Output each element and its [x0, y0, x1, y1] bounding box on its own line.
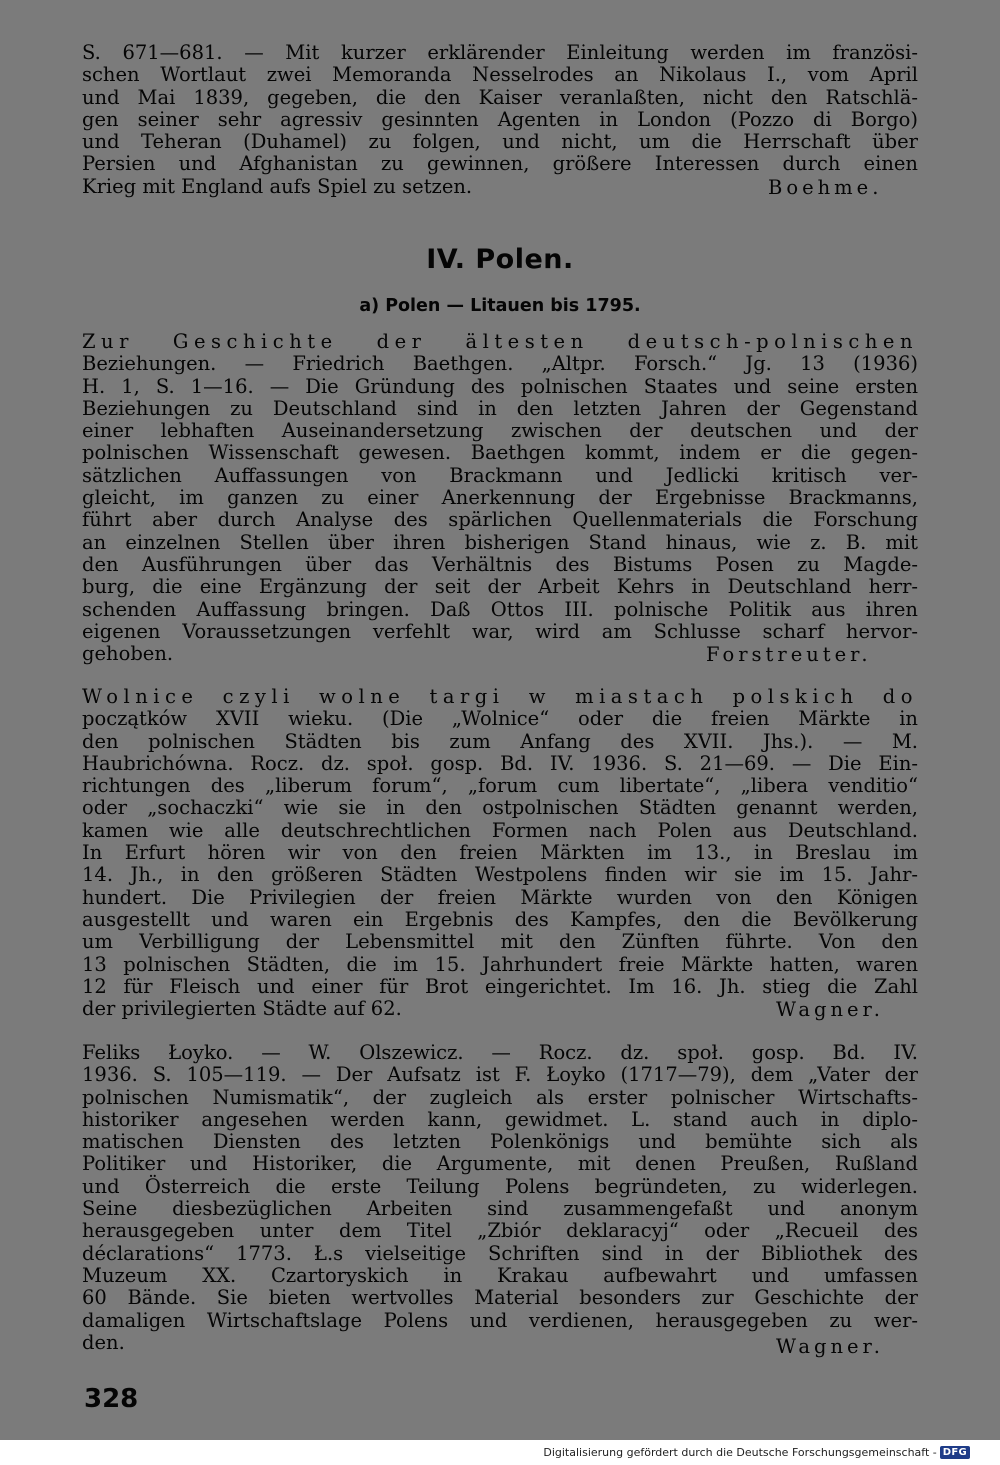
bibliography-entry	[82, 686, 918, 1020]
text-line: und Mai 1839, gegeben, die den Kaiser veranlaßten, nicht den Ratschlä-	[82, 85, 918, 109]
text-line: den polnischen Städten bis zum Anfang des XVII. Jhs.). — M.	[82, 729, 918, 753]
text-line: gleicht, im ganzen zu einer Anerkennung der Ergebnisse Brackmanns,	[82, 486, 918, 510]
text-line: Krieg mit England aufs Spiel zu setzen.	[82, 174, 473, 198]
text-line: und Österreich die erste Teilung Polens begründeten, zu widerlegen.	[82, 1174, 918, 1198]
text-line: an einzelnen Stellen über ihren bisherigen Stand hinaus, wie z. B. mit	[82, 530, 918, 554]
text-line: den.	[82, 1330, 125, 1354]
text-line: Beziehungen. — Friedrich Baethgen. „Altpr. Forsch.“ Jg. 13 (1936)	[82, 352, 918, 376]
text-line: 1936. S. 105—119. — Der Aufsatz ist F. Łoyko (1717—79), dem „Vater der	[82, 1063, 918, 1087]
text-line: gehoben.	[82, 642, 174, 666]
text-line: sätzlichen Auffassungen von Brackmann und Jedlicki kritisch ver-	[82, 463, 918, 487]
text-line: eigenen Voraussetzungen verfehlt war, wird am Schlusse scharf hervor-	[82, 619, 918, 643]
author-signature: Wagner.	[776, 998, 884, 1021]
text-line: der privilegierten Städte auf 62.	[82, 997, 402, 1021]
section-heading: IV. Polen.	[426, 244, 574, 275]
text-line: 13 polnischen Städten, die im 15. Jahrhundert freie Märkte hatten, waren	[82, 952, 918, 976]
author-signature: Boehme.	[768, 176, 883, 199]
text-line: kamen wie alle deutschrechtlichen Formen nach Polen aus Deutschland.	[82, 818, 918, 842]
text-line: gen seiner sehr agressiv gesinnten Agenten in London (Pozzo di Borgo)	[82, 107, 918, 131]
author-signature: Forstreuter.	[706, 643, 872, 666]
text-line: Muzeum XX. Czartoryskich in Krakau aufbewahrt und umfassen	[82, 1263, 918, 1287]
text-line: ausgestellt und waren ein Ergebnis des Kampfes, den die Bevölkerung	[82, 907, 918, 931]
subsection-heading: a) Polen — Litauen bis 1795.	[359, 296, 641, 316]
bibliography-entry	[82, 331, 918, 665]
bibliography-entry	[82, 1042, 918, 1354]
footer-text: Digitalisierung gefördert durch die Deutsche Forschungsgemeinschaft -	[543, 1446, 937, 1459]
dfg-logo-icon: DFG	[940, 1446, 970, 1459]
text-line: den Ausführungen über das Verhältnis des Bistums Posen zu Magde-	[82, 552, 918, 576]
text-line: H. 1, S. 1—16. — Die Gründung des polnischen Staates und seine ersten	[82, 374, 918, 398]
page-number: 328	[84, 1384, 139, 1414]
entry-title-line: Feliks Łoyko. — W. Olszewicz. — Rocz. dz. społ. gosp. Bd. IV.	[82, 1041, 918, 1064]
text-line: herausgegeben unter dem Titel „Zbiór deklaracyj“ oder „Recueil des	[82, 1219, 918, 1243]
text-line: Persien und Afghanistan zu gewinnen, größere Interessen durch einen	[82, 152, 918, 176]
text-line: um Verbilligung der Lebensmittel mit den Zünften führte. Von den	[82, 930, 918, 954]
text-line: 12 für Fleisch und einer für Brot eingerichtet. Im 16. Jh. stieg die Zahl	[82, 974, 918, 998]
text-line: einer lebhaften Auseinandersetzung zwischen der deutschen und der	[82, 419, 918, 443]
text-line: Politiker und Historiker, die Argumente, mit denen Preußen, Rußland	[82, 1152, 918, 1176]
text-line: Haubrichówna. Rocz. dz. społ. gosp. Bd. IV. 1936. S. 21—69. — Die Ein-	[82, 751, 918, 775]
entry-title-line: Zur Geschichte der ältesten deutsch-polnischen	[82, 330, 918, 353]
text-line: oder „sochaczki“ wie sie in den ostpolnischen Städten genannt werden,	[82, 796, 918, 820]
text-line: 14. Jh., in den größeren Städten Westpolens finden wir sie im 15. Jahr-	[82, 863, 918, 887]
text-line: polnischen Wissenschaft gewesen. Baethgen kommt, indem er die gegen-	[82, 441, 918, 465]
text-line: historiker angesehen werden kann, gewidmet. L. stand auch in diplo-	[82, 1107, 918, 1131]
text-line: burg, die eine Ergänzung der seit der Arbeit Kehrs in Deutschland herr-	[82, 575, 918, 599]
text-line: déclarations“ 1773. Ł.s vielseitige Schriften sind in der Bibliothek des	[82, 1241, 918, 1265]
text-line: początków XVII wieku. (Die „Wolnice“ oder die freien Märkte in	[82, 707, 918, 731]
text-line: polnischen Numismatik“, der zugleich als erster polnischer Wirtschafts-	[82, 1085, 918, 1109]
intro-paragraph	[82, 42, 918, 198]
text-line: Beziehungen zu Deutschland sind in den letzten Jahren der Gegenstand	[82, 396, 918, 420]
text-line: richtungen des „liberum forum“, „forum cum libertate“, „libera venditio“	[82, 774, 918, 798]
text-line: matischen Diensten des letzten Polenkönigs und bemühte sich als	[82, 1130, 918, 1154]
text-line: schenden Auffassung bringen. Daß Ottos III. polnische Politik aus ihren	[82, 597, 918, 621]
digitization-footer	[543, 1446, 970, 1459]
text-line: und Teheran (Duhamel) zu folgen, und nicht, um die Herrschaft über	[82, 130, 918, 154]
author-signature: Wagner.	[776, 1335, 884, 1358]
text-line: Seine diesbezüglichen Arbeiten sind zusammengefaßt und anonym	[82, 1197, 918, 1221]
text-line: schen Wortlaut zwei Memoranda Nesselrodes an Nikolaus I., vom April	[82, 63, 918, 87]
text-line: hundert. Die Privilegien der freien Märkte wurden von den Königen	[82, 885, 918, 909]
text-line: S. 671—681. — Mit kurzer erklärender Einleitung werden im französi-	[82, 41, 918, 64]
entry-title-line: Wolnice czyli wolne targi w miastach polskich do	[82, 685, 918, 708]
text-line: führt aber durch Analyse des spärlichen Quellenmaterials die Forschung	[82, 508, 918, 532]
text-line: 60 Bände. Sie bieten wertvolles Material besonders zur Geschichte der	[82, 1286, 918, 1310]
text-line: In Erfurt hören wir von den freien Märkten im 13., in Breslau im	[82, 841, 918, 865]
text-line: damaligen Wirtschaftslage Polens und verdienen, herausgegeben zu wer-	[82, 1308, 918, 1332]
